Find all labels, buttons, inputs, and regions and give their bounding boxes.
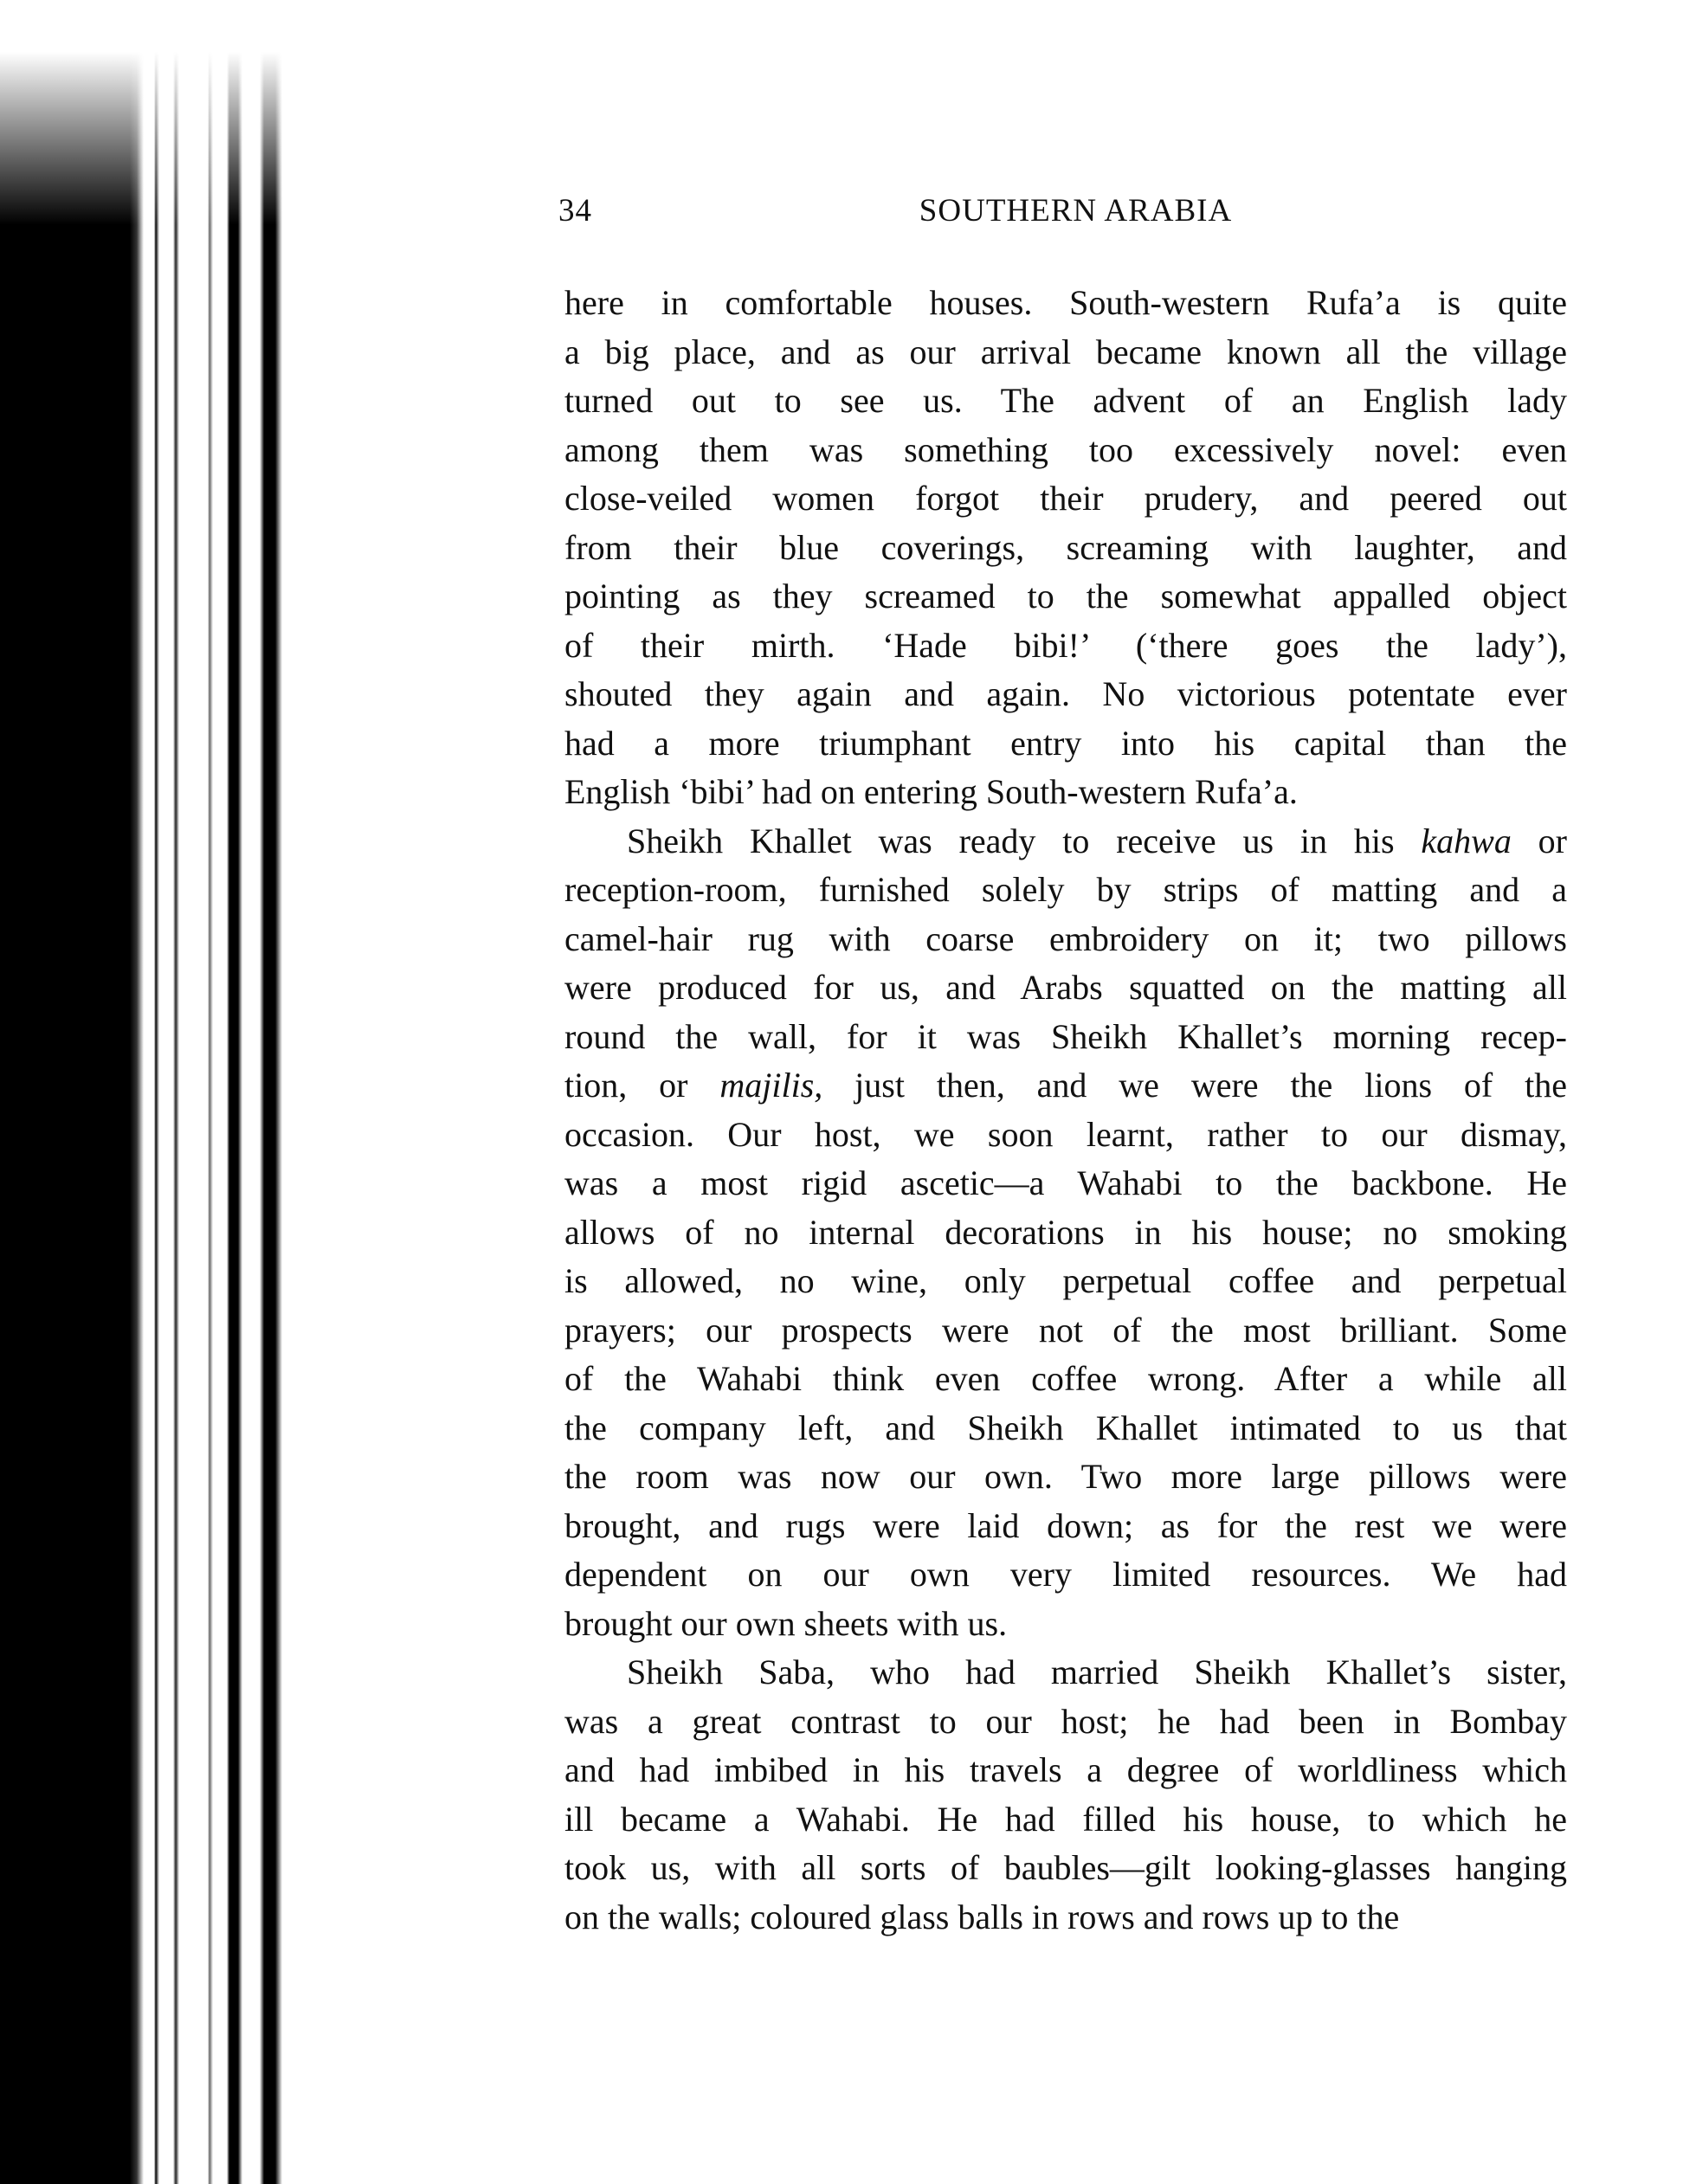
text-line bbox=[564, 1648, 1567, 1698]
text-line bbox=[564, 866, 1567, 915]
text-segment: dependent on our own very limited resources. We had bbox=[564, 1555, 1567, 1594]
text-line bbox=[564, 1013, 1567, 1062]
text-segment: ill became a Wahabi. He had filled his house, to which he bbox=[564, 1799, 1567, 1839]
text-line bbox=[564, 279, 1567, 328]
text-line bbox=[564, 377, 1567, 426]
text-segment: shouted they again and again. No victorious potentate ever bbox=[564, 674, 1567, 713]
paragraph bbox=[564, 817, 1567, 1649]
running-title: SOUTHERN ARABIA bbox=[919, 193, 1233, 229]
text-segment: brought our own sheets with us. bbox=[564, 1603, 1008, 1643]
text-segment: prayers; our prospects were not of the most brilliant. Some bbox=[564, 1310, 1567, 1350]
text-segment: here in comfortable houses. South-western Rufa’a is quite bbox=[564, 283, 1567, 322]
text-segment: brought, and rugs were laid down; as for the rest we were bbox=[564, 1505, 1567, 1545]
text-line bbox=[564, 1061, 1567, 1111]
text-line bbox=[564, 1306, 1567, 1356]
text-segment: was a most rigid ascetic—a Wahabi to the backbone. He bbox=[564, 1163, 1567, 1202]
text-segment: a big place, and as our arrival became known all the village bbox=[564, 332, 1567, 371]
page-body bbox=[564, 279, 1567, 1942]
text-line bbox=[564, 768, 1567, 817]
text-line bbox=[564, 1453, 1567, 1502]
text-segment: were produced for us, and Arabs squatted on the matting all bbox=[564, 968, 1567, 1007]
text-segment: the room was now our own. Two more large pillows were bbox=[564, 1457, 1567, 1496]
text-segment: occasion. Our host, we soon learnt, rather to our dismay, bbox=[564, 1114, 1567, 1154]
text-segment: on the walls; coloured glass balls in rows and rows up to the bbox=[564, 1897, 1400, 1936]
text-segment: is allowed, no wine, only perpetual coffee and perpetual bbox=[564, 1261, 1567, 1300]
text-line bbox=[564, 963, 1567, 1013]
text-line bbox=[564, 524, 1567, 573]
text-line bbox=[564, 1844, 1567, 1893]
text-line bbox=[564, 622, 1567, 671]
text-line bbox=[564, 1795, 1567, 1845]
text-segment: had a more triumphant entry into his capital than the bbox=[564, 723, 1567, 763]
text-line bbox=[564, 719, 1567, 769]
text-segment: round the wall, for it was Sheikh Khallet’s morning recep- bbox=[564, 1016, 1567, 1056]
italic-term: majilis, bbox=[719, 1066, 823, 1105]
text-line bbox=[564, 572, 1567, 622]
book-binding-edge bbox=[0, 0, 294, 2184]
text-line bbox=[564, 670, 1567, 719]
text-segment: English ‘bibi’ had on entering South-western Rufa’a. bbox=[564, 772, 1298, 811]
text-segment: of the Wahabi think even coffee wrong. After a while all bbox=[564, 1359, 1567, 1398]
text-segment: Sheikh Saba, who had married Sheikh Khallet’s sister, bbox=[627, 1652, 1567, 1691]
page-header bbox=[558, 192, 1567, 235]
text-line bbox=[564, 1257, 1567, 1306]
text-line bbox=[564, 1502, 1567, 1551]
text-line bbox=[564, 1746, 1567, 1795]
text-segment: just then, and we were the lions of the bbox=[822, 1066, 1568, 1105]
text-segment: tion, or bbox=[564, 1066, 720, 1105]
text-line bbox=[564, 1600, 1567, 1649]
text-segment: camel-hair rug with coarse embroidery on it; two pillows bbox=[564, 918, 1567, 958]
text-segment: and had imbibed in his travels a degree of worldliness which bbox=[564, 1750, 1567, 1789]
text-line bbox=[564, 1355, 1567, 1404]
text-line bbox=[564, 817, 1567, 867]
text-line bbox=[564, 1550, 1567, 1600]
text-segment: from their blue coverings, screaming with laughter, and bbox=[564, 527, 1567, 567]
text-line bbox=[564, 1698, 1567, 1747]
text-line bbox=[564, 426, 1567, 475]
text-line bbox=[564, 474, 1567, 524]
text-line bbox=[564, 1404, 1567, 1453]
text-segment: or bbox=[1511, 821, 1567, 860]
text-line bbox=[564, 328, 1567, 377]
text-segment: turned out to see us. The advent of an English lady bbox=[564, 381, 1567, 420]
text-segment: was a great contrast to our host; he had been in Bombay bbox=[564, 1701, 1567, 1741]
text-segment: pointing as they screamed to the somewhat appalled object bbox=[564, 577, 1567, 615]
italic-term: kahwa bbox=[1421, 821, 1512, 860]
text-line bbox=[564, 1893, 1567, 1942]
text-line bbox=[564, 1111, 1567, 1160]
text-segment: took us, with all sorts of baubles—gilt looking-glasses hanging bbox=[564, 1848, 1567, 1887]
paragraph bbox=[564, 1648, 1567, 1942]
page-number: 34 bbox=[558, 193, 592, 229]
text-line bbox=[564, 1208, 1567, 1258]
text-segment: the company left, and Sheikh Khallet intimated to us that bbox=[564, 1408, 1567, 1447]
text-segment: close-veiled women forgot their prudery, and peered out bbox=[564, 479, 1567, 518]
paragraph bbox=[564, 279, 1567, 817]
text-segment: allows of no internal decorations in his house; no smoking bbox=[564, 1212, 1567, 1252]
text-segment: among them was something too excessively novel: even bbox=[564, 429, 1567, 469]
text-line bbox=[564, 1159, 1567, 1208]
text-segment: reception-room, furnished solely by strips of matting and a bbox=[564, 870, 1567, 909]
text-segment: of their mirth. ‘Hade bibi!’ (‘there goes the lady’), bbox=[564, 625, 1567, 665]
text-segment: Sheikh Khallet was ready to receive us in his bbox=[627, 821, 1422, 860]
text-line bbox=[564, 915, 1567, 964]
binding-fade bbox=[0, 0, 294, 225]
